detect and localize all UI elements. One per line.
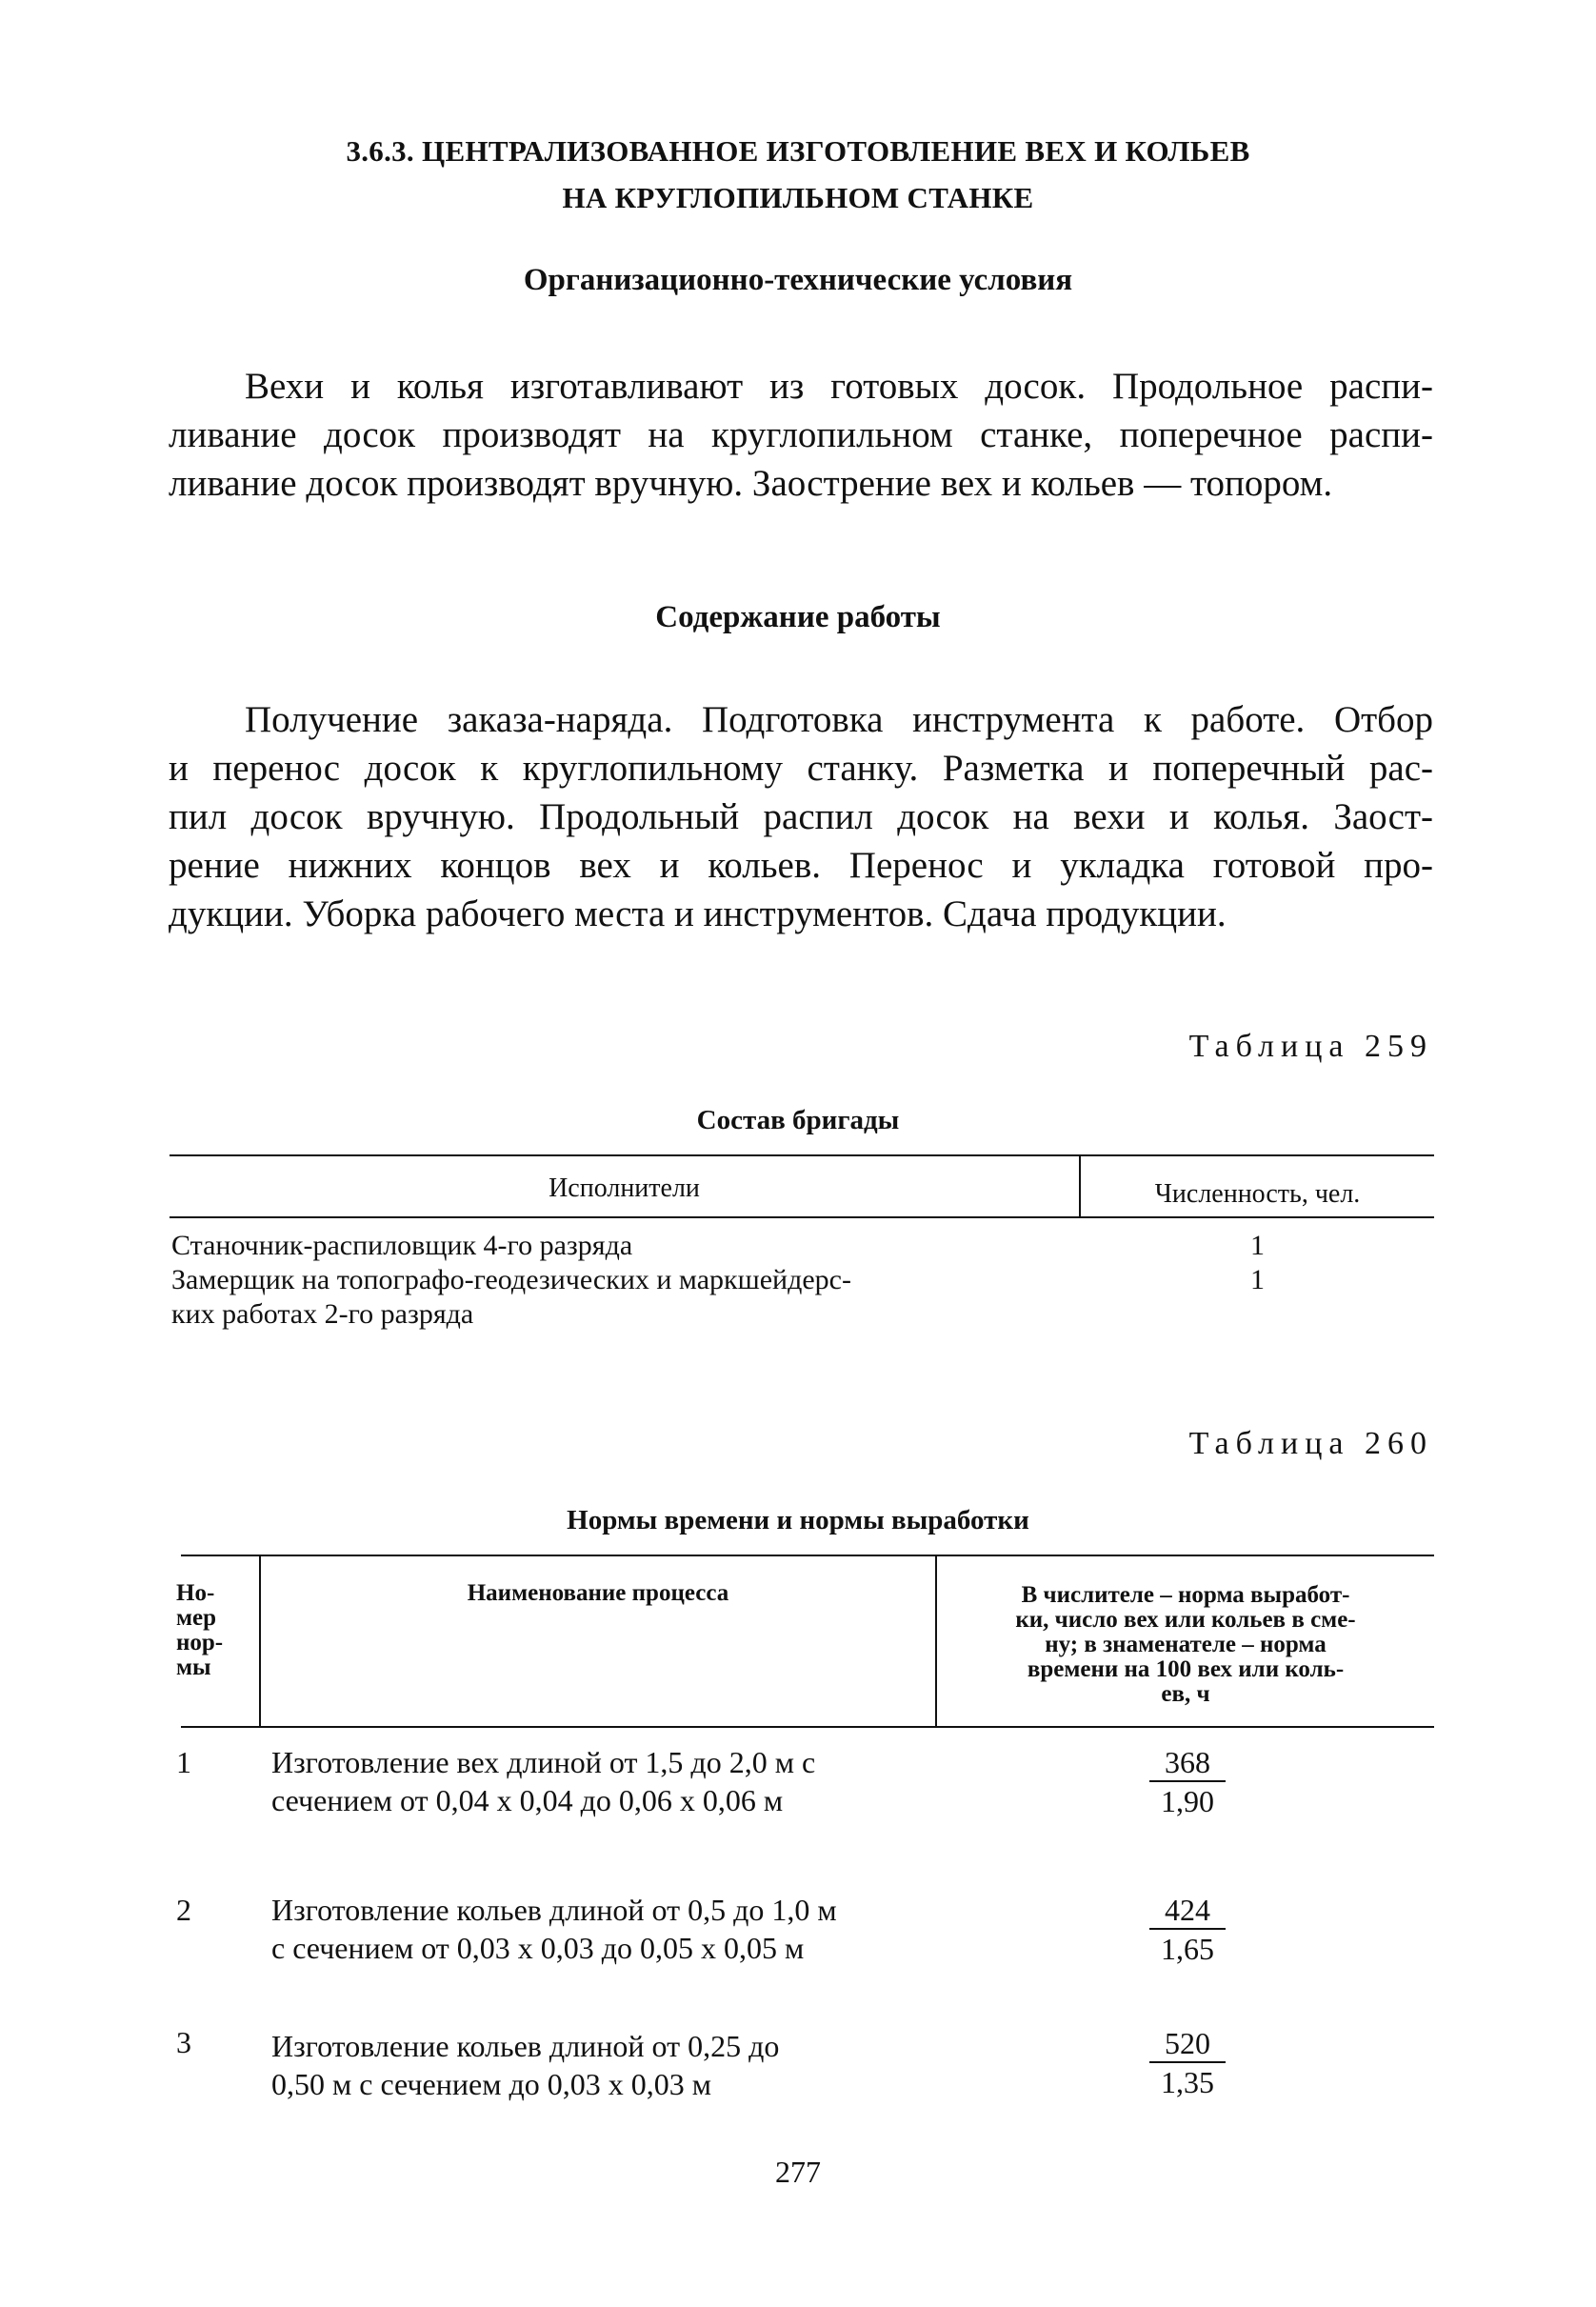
work-paragraph	[169, 695, 1433, 938]
table-259-top-rule	[170, 1154, 1434, 1156]
header-number-line: мы	[176, 1655, 211, 1680]
conditions-heading: Организационно-технические условия	[523, 263, 1073, 297]
page-number: 277	[775, 2155, 821, 2189]
table-260-process	[271, 1743, 928, 1819]
section-title-line-1: 3.6.3. ЦЕНТРАЛИЗОВАННОЕ ИЗГОТОВЛЕНИЕ ВЕХ И КОЛЬЕВ	[346, 134, 1250, 168]
header-norm-line: времени на 100 вех или коль-	[1027, 1656, 1345, 1682]
table-259-performer: Замерщик на топографо-геодезических и маркшейдерс-	[171, 1264, 851, 1295]
table-260-top-rule	[181, 1555, 1434, 1556]
work-line: рение нижних концов вех и кольев. Перенос и укладка готовой про-	[169, 845, 1433, 886]
norm-denominator: 1,65	[1161, 1932, 1214, 1966]
process-line: с сечением от 0,03 х 0,03 до 0,05 х 0,05 м	[271, 1931, 805, 1965]
header-norm-line: ев, ч	[1161, 1681, 1210, 1707]
table-259-header-count: Численность, чел.	[1154, 1179, 1361, 1209]
conditions-line: ливание досок производят на круглопильном станке, поперечное распи-	[169, 414, 1433, 455]
table-260-process	[271, 1891, 928, 1967]
table-260-column-divider-2	[935, 1555, 937, 1727]
work-line: пил досок вручную. Продольный распил досок на вехи и колья. Заост-	[169, 796, 1433, 837]
table-260-row-number: 3	[176, 2025, 191, 2059]
norm-numerator: 520	[1149, 2025, 1226, 2063]
table-259-count: 1	[1250, 1264, 1265, 1295]
table-260-row-number: 1	[176, 1745, 191, 1779]
table-259-row	[171, 1229, 1076, 1263]
norm-denominator: 1,90	[1161, 1784, 1214, 1818]
table-259-count: 1	[1250, 1230, 1265, 1261]
header-number-line: мер	[176, 1605, 217, 1631]
table-259-caption: Состав бригады	[696, 1105, 900, 1135]
conditions-line: Вехи и колья изготавливают из готовых досок. Продольное распи-	[245, 366, 1433, 407]
conditions-paragraph	[169, 362, 1433, 508]
header-norm-line: ки, число вех или кольев в сме-	[1015, 1607, 1356, 1633]
process-line: Изготовление кольев длиной от 0,5 до 1,0 м	[271, 1893, 837, 1927]
process-line: Изготовление вех длиной от 1,5 до 2,0 м с	[271, 1745, 816, 1779]
norm-numerator: 368	[1149, 1744, 1226, 1782]
process-line: сечением от 0,04 х 0,04 до 0,06 х 0,06 м	[271, 1783, 784, 1817]
table-260-norm-fraction	[1111, 1744, 1264, 1820]
table-260-process	[271, 2027, 928, 2103]
section-title-line-2: НА КРУГЛОПИЛЬНОМ СТАНКЕ	[562, 181, 1034, 214]
table-259-performer: ких работах 2-го разряда	[171, 1298, 474, 1330]
table-260-header-rule	[181, 1726, 1434, 1728]
table-259-label: Таблица 259	[1188, 1029, 1433, 1064]
table-260-header-number	[176, 1581, 257, 1680]
table-260-row-number: 2	[176, 1893, 191, 1927]
process-line: Изготовление кольев длиной от 0,25 до	[271, 2029, 780, 2063]
table-260-norm-fraction	[1111, 2025, 1264, 2101]
table-259-row	[171, 1263, 1076, 1332]
header-number-line: нор-	[176, 1630, 224, 1655]
header-norm-line: ну; в знаменателе – норма	[1045, 1632, 1327, 1657]
norm-denominator: 1,35	[1161, 2065, 1214, 2099]
work-line: Получение заказа-наряда. Подготовка инструмента к работе. Отбор	[245, 699, 1433, 740]
table-260-header-norm	[939, 1583, 1432, 1707]
work-line: и перенос досок к круглопильному станку. Разметка и поперечный рас-	[169, 748, 1433, 789]
table-259-header-rule	[170, 1216, 1434, 1218]
table-259-header-performers: Исполнители	[549, 1174, 700, 1203]
table-260-caption: Нормы времени и нормы выработки	[567, 1505, 1029, 1535]
header-norm-line: В числителе – норма выработ-	[1021, 1582, 1350, 1608]
work-line: дукции. Уборка рабочего места и инструментов. Сдача продукции.	[169, 893, 1227, 934]
table-260-header-process: Наименование процесса	[467, 1580, 729, 1606]
table-260-norm-fraction	[1111, 1892, 1264, 1968]
work-heading: Содержание работы	[655, 600, 941, 634]
process-line: 0,50 м с сечением до 0,03 х 0,03 м	[271, 2067, 711, 2101]
norm-numerator: 424	[1149, 1892, 1226, 1930]
table-259-performer: Станочник-распиловщик 4-го разряда	[171, 1230, 633, 1261]
table-260-label: Таблица 260	[1188, 1426, 1433, 1461]
header-number-line: Но-	[176, 1580, 215, 1606]
conditions-line: ливание досок производят вручную. Заострение вех и кольев — топором.	[169, 463, 1333, 504]
